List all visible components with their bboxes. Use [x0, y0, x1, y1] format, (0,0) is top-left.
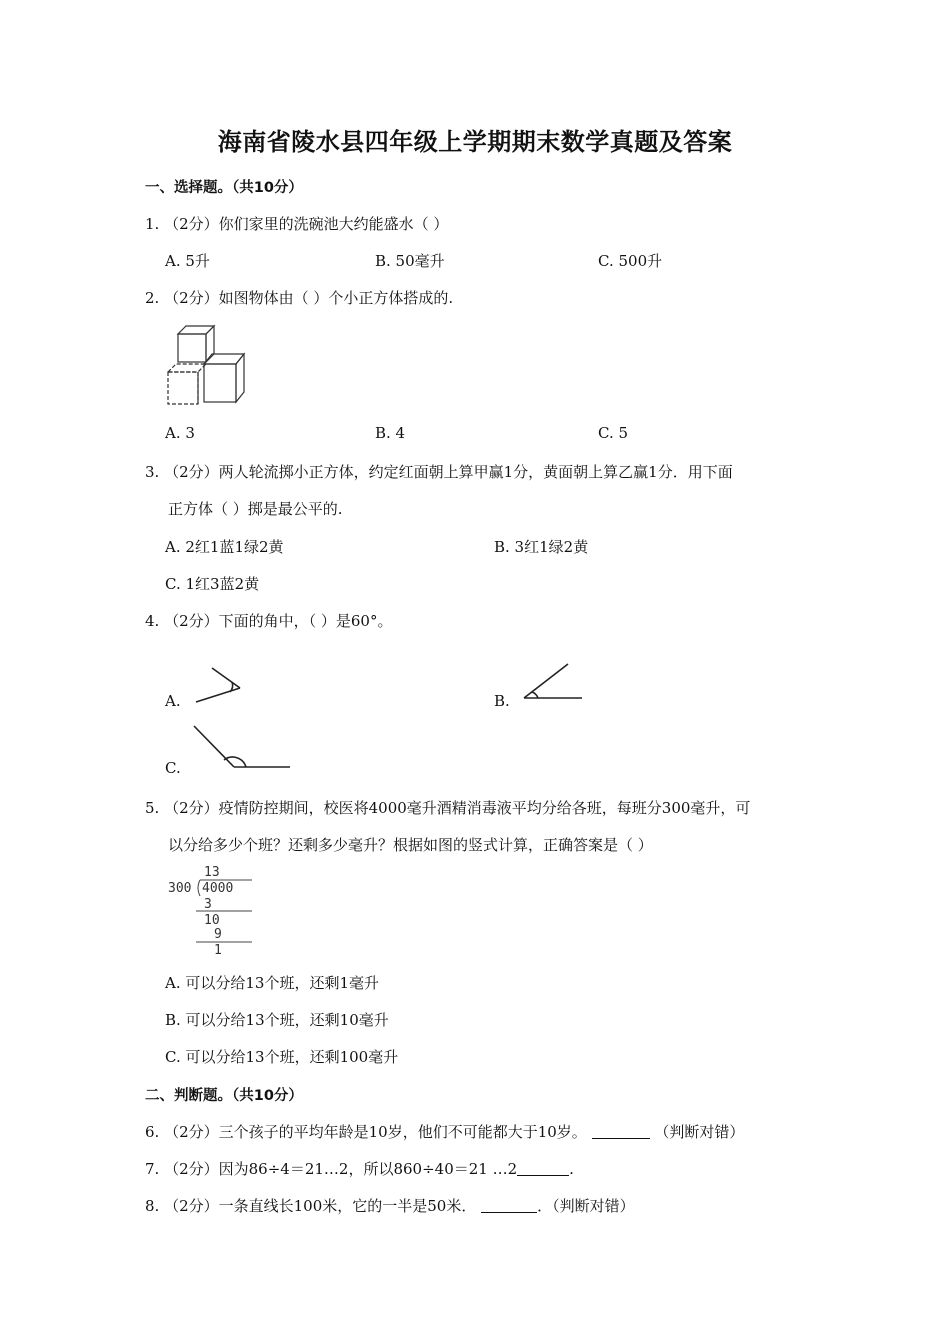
q5-option-b: B. 可以分给13个班，还剩10毫升: [165, 1011, 389, 1029]
section-heading-choice: 一、选择题。（共10分）: [145, 180, 303, 196]
cube-stack-figure: [160, 322, 252, 408]
question-8-suffix: ．（判断对错）: [537, 1197, 635, 1215]
q4-option-c: C.: [165, 759, 181, 777]
division-quotient: 13: [204, 865, 220, 880]
division-divisor: 300: [168, 881, 192, 896]
angle-b-figure: [518, 660, 588, 704]
q3-option-c: C. 1红3蓝2黄: [165, 575, 260, 593]
answer-blank-7[interactable]: [517, 1161, 569, 1176]
question-6-text: 6. （2分）三个孩子的平均年龄是10岁，他们不可能都大于10岁。: [145, 1123, 587, 1141]
question-3-line-1: 3. （2分）两人轮流掷小正方体，约定红面朝上算甲赢1分，黄面朝上算乙赢1分．用下面: [145, 463, 733, 481]
q3-option-a: A. 2红1蓝1绿2黄: [165, 538, 284, 556]
question-3-line-2: 正方体（ ）掷是最公平的.: [168, 500, 343, 518]
division-remainder: 1: [214, 943, 222, 958]
question-6-suffix: （判断对错）: [654, 1123, 745, 1141]
question-8-text: 8. （2分）一条直线长100米，它的一半是50米．: [145, 1197, 477, 1215]
q3-option-b: B. 3红1绿2黄: [494, 538, 589, 556]
q2-option-a: A. 3: [165, 424, 195, 442]
q4-option-a: A.: [165, 692, 181, 710]
answer-blank-6[interactable]: [592, 1124, 650, 1139]
question-7: [145, 1158, 574, 1179]
angle-a-figure: [190, 664, 250, 708]
division-step-2: 10: [204, 913, 220, 928]
page-title: 海南省陵水县四年级上学期期末数学真题及答案: [217, 128, 733, 156]
q1-option-c: C. 500升: [598, 252, 663, 270]
long-division-figure: [166, 862, 262, 962]
division-step-1: 3: [204, 897, 212, 912]
question-5-line-1: 5. （2分）疫情防控期间，校医将4000毫升酒精消毒液平均分给各班，每班分300毫升，可: [145, 799, 751, 817]
question-6: [145, 1121, 744, 1142]
q2-option-b: B. 4: [375, 424, 406, 442]
section-heading-judgement: 二、判断题。（共10分）: [145, 1088, 303, 1104]
division-step-3: 9: [214, 927, 222, 942]
question-8: [145, 1195, 635, 1216]
q2-option-c: C. 5: [598, 424, 629, 442]
q1-option-b: B. 50毫升: [375, 252, 445, 270]
q5-option-a: A. 可以分给13个班，还剩1毫升: [165, 974, 380, 992]
q5-option-c: C. 可以分给13个班，还剩100毫升: [165, 1048, 399, 1066]
answer-blank-8[interactable]: [481, 1198, 537, 1213]
question-2: 2. （2分）如图物体由（ ）个小正方体搭成的.: [145, 289, 454, 307]
question-5-line-2: 以分给多少个班？还剩多少毫升？根据如图的竖式计算，正确答案是（ ）: [168, 836, 653, 854]
question-7-suffix: .: [569, 1160, 574, 1178]
q1-option-a: A. 5升: [165, 252, 210, 270]
division-dividend: 4000: [202, 881, 234, 896]
question-4: 4. （2分）下面的角中，（ ）是60°。: [145, 612, 393, 630]
angle-c-figure: [190, 722, 294, 774]
q4-option-b: B.: [494, 692, 510, 710]
question-7-text: 7. （2分）因为86÷4＝21…2，所以860÷40＝21 …2: [145, 1160, 518, 1178]
question-1: 1. （2分）你们家里的洗碗池大约能盛水（ ）: [145, 215, 449, 233]
